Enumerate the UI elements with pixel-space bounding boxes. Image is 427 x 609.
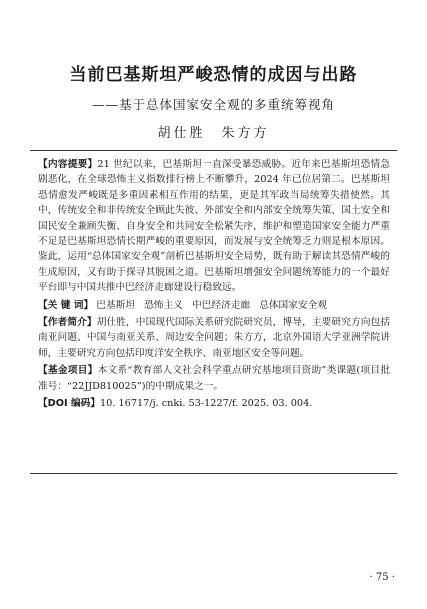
keyword-item: 恐怖主义 <box>144 299 183 311</box>
metadata-box <box>38 157 390 414</box>
doi-section <box>38 396 390 411</box>
top-divider <box>30 150 397 151</box>
doi-label: 【DOI 编码】 <box>38 398 101 410</box>
funding-label: 【基金项目】 <box>38 365 98 377</box>
keywords-section <box>38 298 390 313</box>
keyword-item: 巴基斯坦 <box>96 299 136 311</box>
abstract-text: 21 世纪以来，巴基斯坦一直深受暴恐威胁。近年来巴基斯坦恐情急剧恶化，在全球恐怖主义指数排行榜上不断攀升，2024 年已位居第二。巴基斯坦恐情愈发严峻既是多重因素相互作用的结果，更是其军政当局统筹失措使然。其中，传统安全和非传统安全顾此失彼、外部安全和内部安全统筹失策、国土安全和国民安全兼顾失衡、自身安全和共同安全松紧失序，维护和塑造国家安全能力严重不足是巴基斯坦恐情长期严峻的重要原因，而发展与安全统筹乏力则是根本原因。鉴此，运用“总体国家安全观”剖析巴基斯坦安全局势，既有助于解读其恐情严峻的生成原因，又有助于探寻其脱困之道。巴基斯坦增强安全问题统筹能力的一个最好平台即与中国共推中巴经济走廊建设行稳致远。 <box>38 159 391 294</box>
abstract-label: 【内容提要】 <box>38 159 98 170</box>
article-subtitle: ——基于总体国家安全观的多重统筹视角 <box>91 97 335 112</box>
article-authors: 胡仕胜 朱方方 <box>157 126 270 141</box>
page-number: · 75 · <box>369 572 395 583</box>
keyword-item: 总体国家安全观 <box>259 299 327 311</box>
author-bio-text: 胡仕胜，中国现代国际关系研究院研究员，博导，主要研究方向包括南亚问题、中国与南亚关系、周边安全问题；朱方方，北京外国语大学亚洲学院讲师，主要研究方向包括印度洋安全秩序、南亚地区安全等问题。 <box>38 317 391 359</box>
author-bio-label: 【作者简介】 <box>38 317 97 329</box>
article-title: 当前巴基斯坦严峻恐情的成因与出路 <box>69 65 358 85</box>
bottom-divider <box>30 473 397 474</box>
doi-text: 10. 16717/j. cnki. 53-1227/f. 2025. 03. 004. <box>100 398 313 410</box>
author-bio-section <box>38 315 390 361</box>
keyword-item: 中巴经济走廊 <box>191 299 251 311</box>
funding-section <box>38 363 390 394</box>
funding-text: 本文系“教育部人文社会科学重点研究基地项目资助”类课题(项目批准号：“22JJD810025”)的中期成果之一。 <box>38 365 391 392</box>
keywords-label: 【关 键 词】 <box>38 299 94 311</box>
abstract-section <box>38 157 390 296</box>
